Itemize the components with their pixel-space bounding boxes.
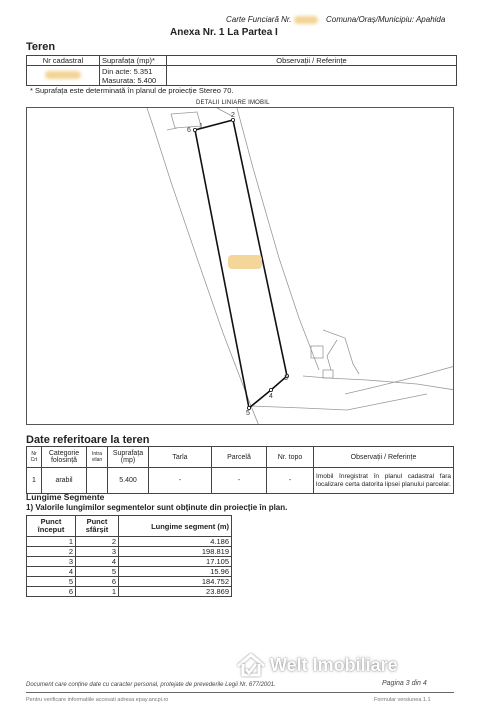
house-logo-icon	[236, 652, 266, 678]
seg-length: 23.869	[119, 587, 232, 597]
footer-page: Pagina 3 din 4	[382, 680, 427, 687]
table-row	[27, 567, 232, 577]
row-nr-topo: -	[267, 468, 314, 494]
din-acte: Din acte: 5.351	[102, 66, 153, 76]
point-label: 4	[269, 393, 273, 400]
row-suprafata: 5.400	[108, 468, 149, 494]
seg-length: 15.96	[119, 567, 232, 577]
segments-table	[26, 515, 232, 597]
redacted-parcel-label	[228, 255, 262, 269]
point-label: 1	[199, 123, 203, 130]
plan-frame	[26, 107, 454, 425]
plan-title: DETALII LINIARE IMOBIL	[196, 100, 270, 106]
date-ref-table	[26, 446, 454, 494]
suprafata-cell	[100, 66, 167, 86]
table-row	[27, 587, 232, 597]
point-label: 2	[231, 112, 235, 119]
redacted-cadastral	[45, 71, 81, 79]
seg-start: 3	[27, 557, 76, 567]
masurata: Masurata: 5.400	[102, 75, 157, 85]
row-intravilan	[87, 468, 108, 494]
footer-divider	[26, 692, 454, 693]
table-row	[27, 557, 232, 567]
footer-disclaimer: Document care conține date cu caracter personal, protejate de prevederile Legii Nr. 677/2001.	[26, 682, 276, 688]
hdr-suprafata: Suprafața (mp)	[108, 447, 149, 468]
plan-drawing	[27, 108, 454, 425]
row-nr: 1	[27, 468, 42, 494]
hdr-lungime: Lungime segment (m)	[119, 516, 232, 537]
table-row	[27, 547, 232, 557]
seg-end: 5	[76, 567, 119, 577]
watermark-brand: Welt Imobiliare	[270, 654, 398, 675]
lungime-title: Lungime Segmente	[26, 492, 105, 502]
seg-start: 2	[27, 547, 76, 557]
hdr-nr-topo: Nr. topo	[267, 447, 314, 468]
seg-end: 4	[76, 557, 119, 567]
seg-length: 184.752	[119, 577, 232, 587]
redacted-number	[294, 16, 318, 24]
point-label: 3	[284, 375, 288, 382]
date-ref-title: Date referitoare la teren	[26, 434, 150, 446]
seg-start: 4	[27, 567, 76, 577]
nr-cadastral-cell	[27, 66, 100, 86]
row-tarla: -	[149, 468, 212, 494]
hdr-nr-crt: Nr Crt	[27, 447, 42, 468]
hdr-punct-sfarsit: Punct sfârșit	[76, 516, 119, 537]
hdr-tarla: Tarla	[149, 447, 212, 468]
location-label: Comuna/Oraș/Municipiu: Apahida	[326, 15, 446, 24]
footer-form: Formular versiunea 1.1	[374, 697, 431, 703]
hdr-punct-inceput: Punct început	[27, 516, 76, 537]
footer-info: Pentru verificare informatiile accesati adresa epay.ancpi.ro	[26, 697, 169, 703]
table-row	[27, 537, 232, 547]
seg-start: 6	[27, 587, 76, 597]
point-label: 6	[187, 127, 191, 134]
hdr-intravilan: Intra vilan	[87, 447, 108, 468]
seg-start: 5	[27, 577, 76, 587]
row-observatii: Imobil înregistrat în planul cadastral fara localizare certa datorita lipsei planului parcelar.	[314, 468, 454, 494]
seg-end: 6	[76, 577, 119, 587]
seg-length: 198.819	[119, 547, 232, 557]
hdr-observatii: Observații / Referințe	[314, 447, 454, 468]
seg-end: 1	[76, 587, 119, 597]
point-label: 5	[246, 410, 250, 417]
hdr-parcela: Parcelă	[212, 447, 267, 468]
table-row	[27, 577, 232, 587]
col-suprafata: Suprafața (mp)*	[100, 56, 167, 66]
seg-length: 4.186	[119, 537, 232, 547]
col-observatii: Observații / Referințe	[167, 56, 457, 66]
teren-title: Teren	[26, 41, 56, 53]
seg-length: 17.105	[119, 557, 232, 567]
carte-funciara-label: Carte Funciară Nr.	[226, 15, 318, 24]
teren-footnote: * Suprafața este determinată în planul de proiecție Stereo 70.	[30, 86, 234, 95]
hdr-categorie: Categorie folosință	[42, 447, 87, 468]
row-categorie: arabil	[42, 468, 87, 494]
observatii-cell	[167, 66, 457, 86]
seg-end: 2	[76, 537, 119, 547]
watermark	[236, 652, 398, 678]
teren-table	[26, 55, 457, 86]
lungime-subtitle: 1) Valorile lungimilor segmentelor sunt obținute din proiecție în plan.	[26, 503, 288, 512]
col-nr-cadastral: Nr cadastral	[27, 56, 100, 66]
row-parcela: -	[212, 468, 267, 494]
seg-end: 3	[76, 547, 119, 557]
seg-start: 1	[27, 537, 76, 547]
annex-title: Anexa Nr. 1 La Partea I	[170, 27, 278, 38]
